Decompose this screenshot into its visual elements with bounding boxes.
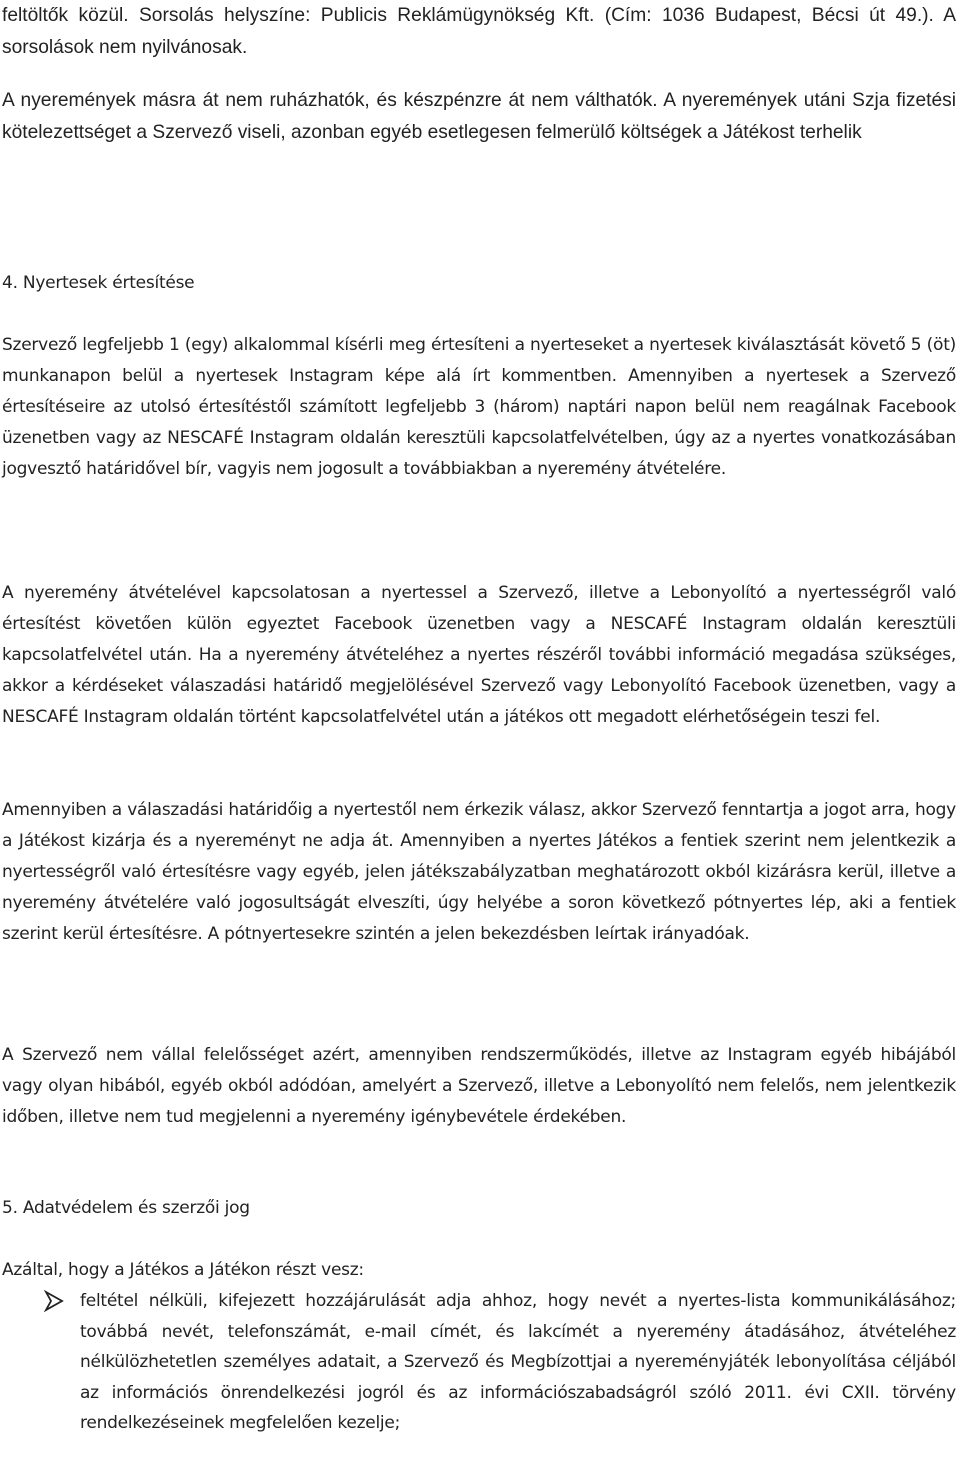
arrowhead-bullet-icon <box>44 1290 64 1312</box>
paragraph-liability-disclaimer: A Szervező nem vállal felelősséget azért, amennyiben rendszerműködés, illetve az Instagram egyéb hibájából vagy olyan hibából, egyéb okból adódóan, amelyért a Szervező, illetve a Lebonyolító nem felelős, nem jelentkezik időben, illetve nem tud megjelenni a nyeremény igénybevétele érdekében. <box>2 1045 956 1127</box>
section-heading-data-protection: 5. Adatvédelem és szerzői jog <box>2 1198 250 1218</box>
paragraph-draw-location: feltöltők közül. Sorsolás helyszíne: Publicis Reklámügynökség Kft. (Cím: 1036 Budapest, Bécsi út 49.). A sorsolások nem nyilvánosak. <box>2 5 956 58</box>
bullet-text: feltétel nélküli, kifejezett hozzájárulását adja ahhoz, hogy nevét a nyertes-lista kommunikálásához; továbbá nevét, telefonszámát, e-mail címét, és lakcímét a nyeremény átadásához, átvételéhez nélkülözhetetlen személyes adatait, a Szervező és Megbízottjai a nyereményjáték lebonyolítása céljából az információs önrendelkezési jogról és az információszabadságról szóló 2011. évi CXII. törvény rendelkezéseinek megfelelően kezelje; <box>80 1291 956 1433</box>
section-heading-winner-notification: 4. Nyertesek értesítése <box>2 273 195 293</box>
consent-bullet-list <box>0 1286 956 1439</box>
list-item <box>0 1286 956 1439</box>
paragraph-prize-collection: A nyeremény átvételével kapcsolatosan a nyertessel a Szervező, illetve a Lebonyolító a nyertességről való értesítést követően külön egyeztet Facebook üzenetben vagy a NESCAFÉ Instagram oldalán keresztüli kapcsolatfelvétel után. Ha a nyeremény átvételéhez a nyertes részéről további információ megadása szükséges, akkor a kérdéseket válaszadási határidő megjelölésével Szervező vagy Lebonyolító Facebook üzenetben, vagy a NESCAFÉ Instagram oldalán történt kapcsolatfelvétel után a játékos ott megadott elérhetőségein teszi fel. <box>2 583 956 727</box>
paragraph-prizes-transfer: A nyeremények másra át nem ruházhatók, és készpénzre át nem válthatók. A nyeremények utáni Szja fizetési kötelezettséget a Szervező viseli, azonban egyéb esetlegesen felmerülő költségek a Játékost terhelik <box>2 90 956 143</box>
paragraph-response-deadline: Amennyiben a válaszadási határidőig a nyertestől nem érkezik válasz, akkor Szervező fenntartja a jogot arra, hogy a Játékost kizárja és a nyereményt ne adja át. Amennyiben a nyertes Játékos a fentiek szerint nem jelentkezik a nyertességről való értesítésre vagy egyéb, jelen játékszabályzatban meghatározott okból kizárásra kerül, illetve a nyeremény átvételére való jogosultságát elveszíti, úgy helyébe a soron következő pótnyertes lép, aki a fentiek szerint kerül értesítésre. A pótnyertesekre szintén a jelen bekezdésben leírtak irányadóak. <box>2 800 956 944</box>
paragraph-winner-notification: Szervező legfeljebb 1 (egy) alkalommal kísérli meg értesíteni a nyerteseket a nyertesek kiválasztását követő 5 (öt) munkanapon belül a nyertesek Instagram képe alá írt kommentben. Amennyiben a nyertesek a Szervező értesítéseire az utolsó értesítéstől számított legfeljebb 3 (három) naptári napon belül nem reagálnak Facebook üzenetben vagy az NESCAFÉ Instagram oldalán keresztüli kapcsolatfelvételben, úgy az a nyertes vonatkozásában jogvesztő határidővel bír, vagyis nem jogosult a továbbiakban a nyeremény átvételére. <box>2 335 956 479</box>
paragraph-participation-consent: Azáltal, hogy a Játékos a Játékon részt vesz: <box>2 1260 364 1280</box>
